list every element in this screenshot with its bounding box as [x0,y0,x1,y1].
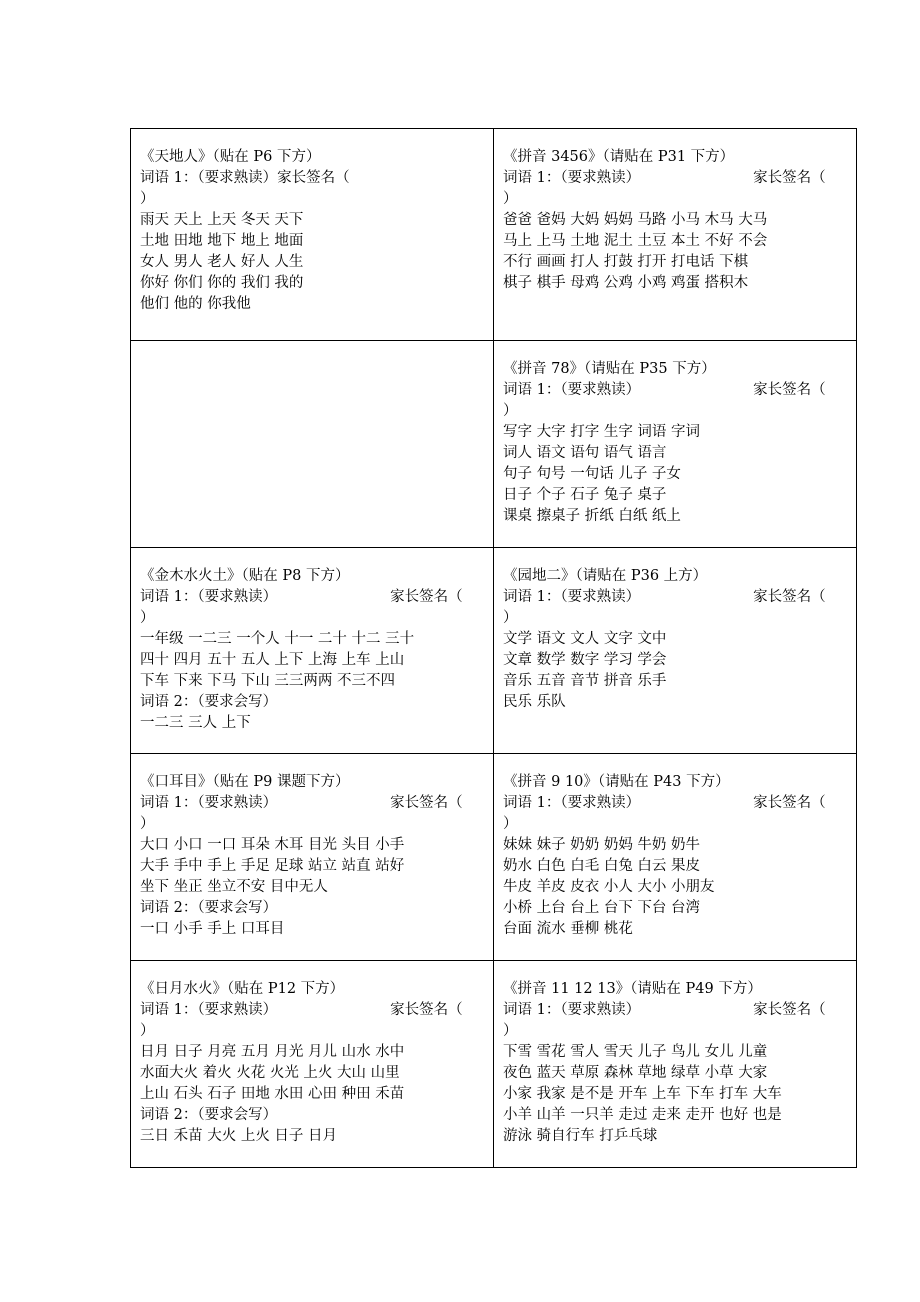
vocab-line: 夜色 蓝天 草原 森林 草地 绿草 小草 大家 [503,1065,768,1081]
read-label: 词语 1：（要求熟读） [140,795,278,811]
parent-signature-label: 家长签名（ [753,589,826,605]
lesson-cell-tiandiren [131,129,494,341]
table-row [131,961,857,1168]
read-label: 词语 1：（要求熟读） [503,170,641,186]
lesson-cell-kouermu [131,754,494,961]
empty-cell [131,341,494,548]
vocab-line: 土地 田地 地下 地上 地面 [140,233,304,249]
vocab-line: 棋子 棋手 母鸡 公鸡 小鸡 鸡蛋 搭积木 [503,275,749,291]
vocab-line: 音乐 五音 音节 拼音 乐手 [503,673,667,689]
vocab-line: 女人 男人 老人 好人 人生 [140,254,304,270]
lesson-cell-pinyin-11-12-13 [494,961,857,1168]
vocab-line: 不行 画画 打人 打鼓 打开 打电话 下棋 [503,254,749,270]
write-label: 词语 2：（要求会写） [140,900,278,916]
parent-signature-label: 家长签名（ [390,795,463,811]
table-row [131,754,857,961]
read-label: 词语 1：（要求熟读） [503,589,641,605]
vocab-line: 日子 个子 石子 兔子 桌子 [503,487,667,503]
lesson-cell-jinmushuihuotu [131,548,494,754]
lesson-title: 《天地人》（贴在 P6 下方） [140,149,321,165]
write-label: 词语 2：（要求会写） [140,1107,278,1123]
lesson-title: 《拼音 11 12 13》（请贴在 P49 下方） [503,981,762,997]
lesson-title: 《拼音 9 10》（请贴在 P43 下方） [503,774,730,790]
vocab-line: 词人 语文 语句 语气 语言 [503,445,667,461]
signature-close: ） [140,816,155,832]
vocab-line: 上山 石头 石子 田地 水田 心田 种田 禾苗 [140,1086,405,1102]
write-label: 词语 2：（要求会写） [140,694,278,710]
lesson-title: 《日月水火》（贴在 P12 下方） [140,981,345,997]
vocab-line: 小家 我家 是不是 开车 上车 下车 打车 大车 [503,1086,782,1102]
lesson-cell-pinyin-9-10 [494,754,857,961]
vocab-line: 一年级 一二三 一个人 十一 二十 十二 三十 [140,631,415,647]
vocab-line: 水面大火 着火 火花 火光 上火 大山 山里 [140,1065,400,1081]
read-requirement-line [503,380,848,401]
parent-signature-label: 家长签名（ [753,170,826,186]
vocab-line: 句子 句号 一句话 儿子 子女 [503,466,681,482]
vocab-line: 写字 大字 打字 生字 词语 字词 [503,424,701,440]
vocab-line: 文学 语文 文人 文字 文中 [503,631,667,647]
signature-close: ） [503,816,518,832]
signature-close: ） [140,1023,155,1039]
signature-close: ） [140,610,155,626]
signature-close: ） [140,191,155,207]
read-requirement-line [503,793,848,814]
parent-signature-label: 家长签名（ [753,795,826,811]
read-label: 词语 1：（要求熟读） [503,1002,641,1018]
lesson-title: 《拼音 78》（请贴在 P35 下方） [503,361,716,377]
vocab-line: 文章 数学 数字 学习 学会 [503,652,667,668]
vocab-line: 马上 上马 土地 泥土 土豆 本土 不好 不会 [503,233,768,249]
parent-signature-label: 家长签名（ [390,1002,463,1018]
read-label: 词语 1：（要求熟读） [503,382,641,398]
read-label: 词语 1：（要求熟读） [140,170,278,186]
read-requirement-line [503,1000,848,1021]
signature-close: ） [503,610,518,626]
read-requirement-line [503,587,848,608]
vocab-line: 妹妹 妹子 奶奶 奶妈 牛奶 奶牛 [503,837,701,853]
lesson-cell-pinyin-78 [494,341,857,548]
vocab-line: 他们 他的 你我他 [140,296,251,312]
table-row [131,548,857,754]
vocab-line: 民乐 乐队 [503,694,566,710]
signature-close: ） [503,1023,518,1039]
vocab-line: 奶水 白色 白毛 白兔 白云 果皮 [503,858,701,874]
signature-close: ） [503,403,518,419]
vocab-line: 游泳 骑自行车 打乒乓球 [503,1128,658,1144]
read-label: 词语 1：（要求熟读） [140,1002,278,1018]
write-vocab-line: 一二三 三人 上下 [140,715,251,731]
vocab-line: 大手 手中 手上 手足 足球 站立 站直 站好 [140,858,405,874]
lesson-cell-yuandi-2 [494,548,857,754]
lesson-title: 《金木水火土》（贴在 P8 下方） [140,568,350,584]
read-requirement-line [503,168,848,189]
lesson-title: 《拼音 3456》（请贴在 P31 下方） [503,149,735,165]
vocab-line: 下雪 雪花 雪人 雪天 儿子 鸟儿 女儿 儿童 [503,1044,768,1060]
read-requirement-line [140,793,485,814]
lesson-cell-riyueshuihuo [131,961,494,1168]
read-requirement-line [140,168,485,189]
parent-signature-label: 家长签名（ [753,382,826,398]
vocab-line: 下车 下来 下马 下山 三三两两 不三不四 [140,673,396,689]
vocab-line: 小桥 上台 台上 台下 下台 台湾 [503,900,701,916]
vocabulary-table [130,128,857,1168]
vocab-line: 日月 日子 月亮 五月 月光 月儿 山水 水中 [140,1044,405,1060]
read-label: 词语 1：（要求熟读） [503,795,641,811]
vocab-line: 牛皮 羊皮 皮衣 小人 大小 小朋友 [503,879,715,895]
vocab-line: 坐下 坐正 坐立不安 目中无人 [140,879,328,895]
parent-signature-label: 家长签名（ [390,589,463,605]
vocab-line: 台面 流水 垂柳 桃花 [503,921,633,937]
read-requirement-line [140,1000,485,1021]
read-label: 词语 1：（要求熟读） [140,589,278,605]
vocab-line: 爸爸 爸妈 大妈 妈妈 马路 小马 木马 大马 [503,212,768,228]
vocab-line: 大口 小口 一口 耳朵 木耳 目光 头目 小手 [140,837,405,853]
lesson-title: 《口耳目》（贴在 P9 课题下方） [140,774,350,790]
parent-signature-label: 家长签名（ [753,1002,826,1018]
vocab-line: 课桌 擦桌子 折纸 白纸 纸上 [503,508,681,524]
lesson-title: 《园地二》（请贴在 P36 上方） [503,568,708,584]
parent-signature-label: 家长签名（ [277,170,350,186]
table-row [131,341,857,548]
lesson-cell-pinyin-3456 [494,129,857,341]
table-row [131,129,857,341]
vocab-line: 小羊 山羊 一只羊 走过 走来 走开 也好 也是 [503,1107,782,1123]
write-vocab-line: 三日 禾苗 大火 上火 日子 日月 [140,1128,338,1144]
vocab-line: 你好 你们 你的 我们 我的 [140,275,304,291]
write-vocab-line: 一口 小手 手上 口耳目 [140,921,285,937]
vocab-line: 四十 四月 五十 五人 上下 上海 上车 上山 [140,652,405,668]
signature-close: ） [503,191,518,207]
read-requirement-line [140,587,485,608]
vocab-line: 雨天 天上 上天 冬天 天下 [140,212,304,228]
